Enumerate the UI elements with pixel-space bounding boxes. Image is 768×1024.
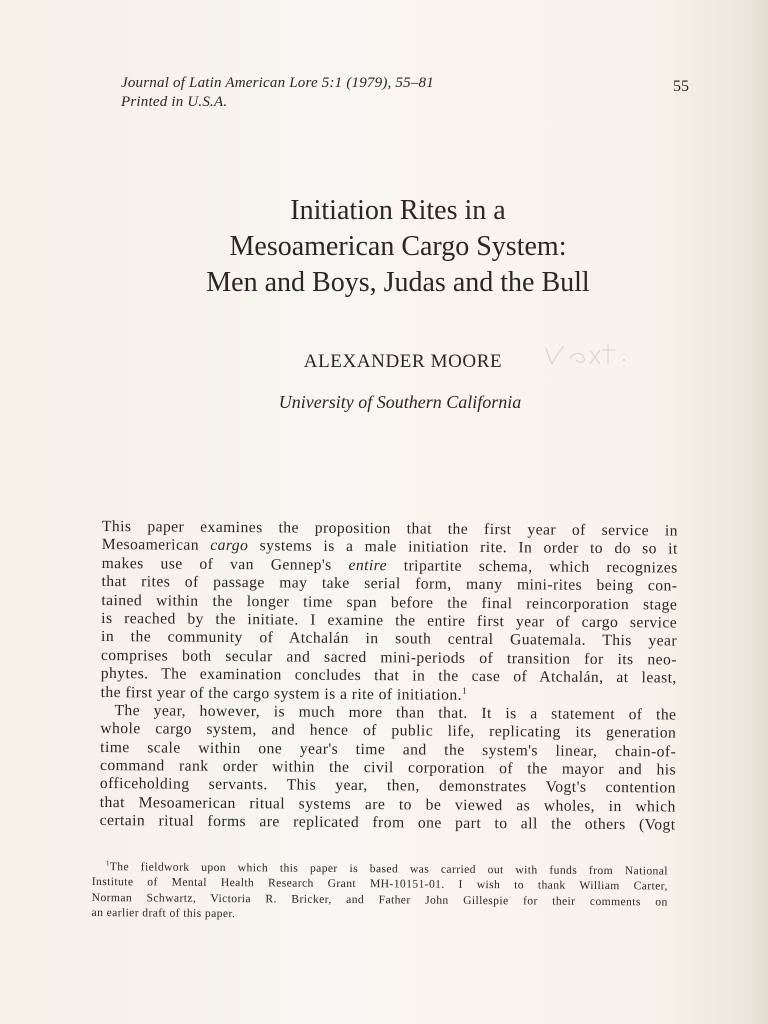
- body-line: is reached by the initiate. I examine the entire first year of cargo service: [101, 609, 678, 632]
- title-line-1: Initiation Rites in a: [290, 195, 506, 226]
- body-line: whole cargo system, and hence of public life, replicating its generation: [100, 720, 677, 742]
- body-line: Mesoamerican cargo systems is a male initiation rite. In order to do so it: [101, 536, 678, 558]
- footnote-line: Norman Schwartz, Victoria R. Bricker, and Father John Gillespie for their comments on: [91, 890, 668, 909]
- footnote-marker: 1: [105, 859, 110, 868]
- author-affiliation: University of Southern California: [278, 392, 522, 412]
- page-number: 55: [673, 78, 689, 95]
- body-line: time scale within one year's time and the system's linear, chain-of-: [100, 738, 677, 761]
- body-line: certain ritual forms are replicated from one part to all the others (Vogt: [99, 812, 676, 834]
- body-line: that rites of passage may take serial form, many mini-rites being con-: [101, 573, 678, 595]
- body-line: officeholding servants. This year, then, demonstrates Vogt's contention: [99, 775, 676, 797]
- footnote-line: $^1$The fieldwork upon which this paper is based was carried out with funds from National: [105, 859, 668, 878]
- body-line: tained within the longer time span before the final reincorporation stage: [101, 591, 678, 614]
- running-header: [121, 74, 434, 112]
- body-line: command rank order within the civil corporation of the mayor and his: [99, 757, 677, 779]
- body-line: makes use of van Gennep's entire tripartite schema, which recognizes: [101, 554, 678, 577]
- journal-citation: Journal of Latin American Lore 5:1 (1979), 55–81: [121, 75, 434, 91]
- body-line: comprises both secular and sacred mini-periods of transition for its neo-: [100, 646, 677, 669]
- article-title: [100, 193, 696, 301]
- abstract-body: [100, 518, 678, 835]
- body-line: in the community of Atchalán in south central Guatemala. This year: [100, 628, 678, 650]
- printed-location: Printed in U.S.A.: [121, 94, 228, 110]
- body-line: that Mesoamerican ritual systems are to be viewed as wholes, in which: [99, 793, 676, 816]
- author-name: ALEXANDER MOORE: [303, 351, 503, 372]
- title-line-2: Mesoamerican Cargo System:: [229, 231, 567, 262]
- title-line-3: Men and Boys, Judas and the Bull: [206, 267, 590, 298]
- body-line: This paper examines the proposition that the first year of service in: [101, 518, 678, 540]
- body-line: phytes. The examination concludes that in the case of Atchalán, at least,: [100, 665, 677, 687]
- body-line: the first year of the cargo system is a rite of initiation.$^1$: [100, 683, 468, 704]
- footnote-line: Institute of Mental Health Research Grant MH-10151-01. I wish to thank William Carter,: [91, 875, 668, 893]
- body-line: The year, however, is much more than that. It is a statement of the: [114, 702, 677, 724]
- footnote: [92, 859, 668, 925]
- handwritten-pencil-mark: [542, 340, 632, 370]
- footnote-line: an earlier draft of this paper.: [91, 906, 236, 921]
- footnote-reference[interactable]: 1: [462, 686, 468, 697]
